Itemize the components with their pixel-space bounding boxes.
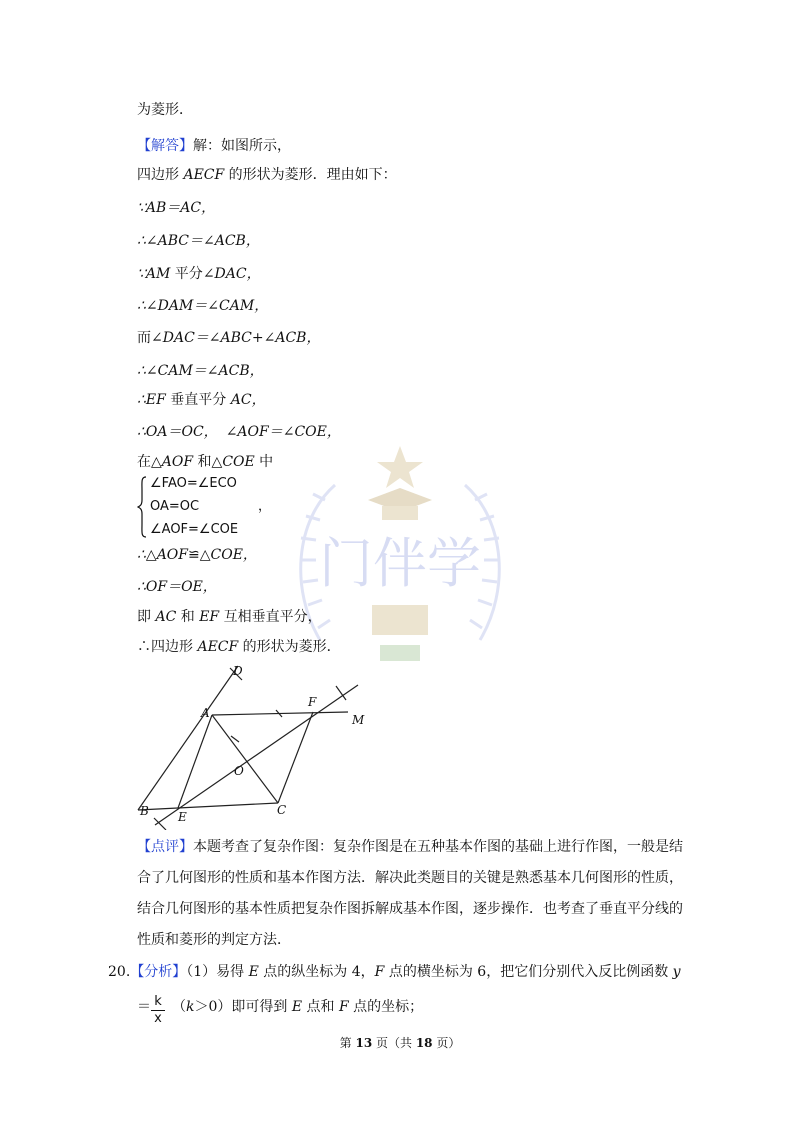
text-span: （1）易得 xyxy=(186,964,249,980)
math-span: k xyxy=(186,999,195,1015)
text-span: 平分 xyxy=(170,266,203,282)
text-line xyxy=(137,390,266,410)
question-number: 20. xyxy=(108,964,131,980)
text-line xyxy=(137,136,291,156)
segment-BC xyxy=(138,803,278,810)
label-C: C xyxy=(277,803,287,817)
text-span: 垂直平分 xyxy=(165,392,231,408)
math-span: ≌△ xyxy=(188,547,211,563)
text-line xyxy=(137,264,261,284)
math-span: AOF xyxy=(161,454,194,470)
label-F: F xyxy=(308,695,317,709)
label-B: B xyxy=(140,804,149,818)
text-line xyxy=(137,637,341,657)
text-span: ∴四边形 xyxy=(137,639,198,655)
math-span: AOF xyxy=(156,547,188,563)
fraction-denominator: x xyxy=(154,1011,162,1026)
text-span: 四边形 xyxy=(137,167,184,183)
text-line: ∵AB＝AC， xyxy=(137,200,216,216)
text-span: ＞0）即可得到 xyxy=(194,999,292,1015)
segment-FC xyxy=(278,712,313,803)
equation-row xyxy=(150,497,272,517)
text-span: 在△ xyxy=(137,454,162,470)
label-A: A xyxy=(201,706,210,720)
line-BD xyxy=(138,666,238,810)
math-span: ∴△ xyxy=(137,547,157,563)
comment-paragraph xyxy=(137,832,685,956)
math-span: AC， xyxy=(230,392,266,408)
math-span: EF xyxy=(199,609,220,625)
equation-row: ∠FAO=∠ECO xyxy=(150,476,237,491)
math-span: ∴EF xyxy=(137,392,166,408)
footer-text: 第 xyxy=(339,1036,356,1050)
text-span: 点的纵坐标为 4， xyxy=(258,964,375,980)
footer-text: 页（共 xyxy=(372,1036,416,1050)
math-span: ∵AM xyxy=(137,266,171,282)
fraction-k-over-x xyxy=(151,995,165,1026)
analysis-tag: 【分析】 xyxy=(130,964,187,980)
equation-text: OA=OC xyxy=(150,499,200,514)
question-line xyxy=(172,997,423,1017)
math-span: ∴OA＝OC， xyxy=(137,424,218,440)
text-line xyxy=(137,607,322,627)
text-line: ∴∠ABC＝∠ACB， xyxy=(137,233,260,249)
text-line xyxy=(137,165,397,185)
page-number: 13 xyxy=(355,1036,373,1050)
math-span: AECF xyxy=(183,167,225,183)
text-span: 互相垂直平分， xyxy=(219,609,322,625)
question-line: ＝ xyxy=(137,999,151,1015)
math-span: AECF xyxy=(197,639,239,655)
watermark-text: 门伴学 xyxy=(319,532,481,595)
math-span: COE xyxy=(222,454,255,470)
page-footer xyxy=(0,1034,800,1051)
label-M: M xyxy=(352,713,365,727)
text-span: 点和 xyxy=(302,999,339,1015)
segment-AC xyxy=(212,715,278,803)
math-span: E xyxy=(291,999,303,1015)
answer-tag: 【解答】 xyxy=(137,138,193,154)
question-line xyxy=(108,962,681,982)
equation-row: ∠AOF=∠COE xyxy=(150,522,239,537)
text-line xyxy=(137,545,257,565)
text-line: ∴∠DAM＝∠CAM， xyxy=(137,298,269,314)
text-line xyxy=(137,452,273,472)
math-span: ∠DAC＝∠ABC+∠ACB， xyxy=(151,330,321,346)
text-span: 中 xyxy=(254,454,274,470)
geometry-figure xyxy=(130,660,370,830)
label-E: E xyxy=(178,810,187,824)
text-span: 的形状为菱形． xyxy=(238,639,341,655)
page-total: 18 xyxy=(415,1036,433,1050)
text-span: 点的横坐标为 6，把它们分别代入反比例函数 xyxy=(384,964,673,980)
footer-text: 页） xyxy=(432,1036,461,1050)
math-span: ∠AOF＝∠COE， xyxy=(225,424,341,440)
arc-mark xyxy=(336,686,346,700)
text-line xyxy=(137,422,341,442)
text-span: 和△ xyxy=(193,454,223,470)
math-span: AC xyxy=(155,609,177,625)
text-line xyxy=(137,328,320,348)
text-span: 的形状为菱形．理由如下： xyxy=(224,167,397,183)
fraction-numerator: k xyxy=(151,995,165,1011)
text-span: 和 xyxy=(176,609,200,625)
math-span: E xyxy=(248,964,259,980)
equation-comma: ， xyxy=(258,499,272,514)
text-line: 为菱形． xyxy=(137,102,193,118)
comment-text: 本题考查了复杂作图：复杂作图是在五种基本作图的基础上进行作图，一般是结合了几何图形的性质和基本作图方法．解决此类题目的关键是熟悉基本几何图形的性质，结合几何图形的基本性质把复杂作图拆解成基本作图，逐步操作．也考查了垂直平分线的性质和菱形的判定方法． xyxy=(137,839,683,948)
label-O: O xyxy=(234,764,244,778)
equation-brace xyxy=(137,476,147,538)
label-D: D xyxy=(233,664,243,678)
comment-tag: 【点评】 xyxy=(137,839,193,855)
text-line: ∴OF＝OE， xyxy=(137,579,217,595)
math-span: ∠DAC， xyxy=(202,266,261,282)
text-span: 而 xyxy=(137,330,151,346)
text-line: ∴∠CAM＝∠ACB， xyxy=(137,363,264,379)
text-span: 即 xyxy=(137,609,156,625)
text-span: 解：如图所示， xyxy=(193,138,291,154)
math-span: y xyxy=(672,964,681,980)
text-span: （ xyxy=(172,999,186,1015)
math-span: COE， xyxy=(210,547,257,563)
text-span: 点的坐标； xyxy=(348,999,424,1015)
math-span: F xyxy=(374,964,385,980)
math-span: F xyxy=(338,999,349,1015)
